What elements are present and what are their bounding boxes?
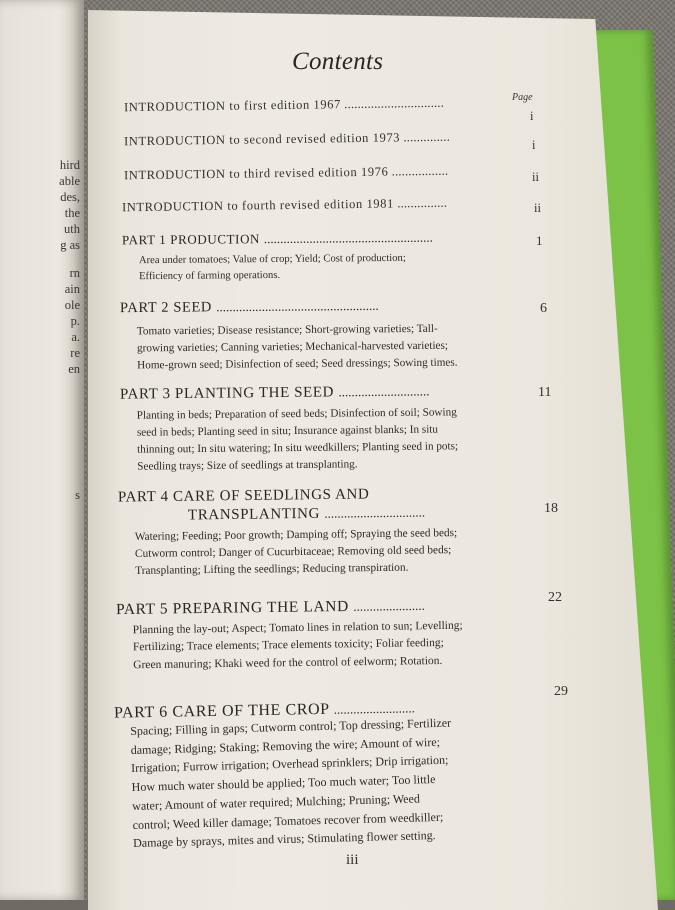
left-page-text: des,: [60, 190, 80, 204]
part-heading-continued: [188, 505, 425, 525]
description-line: damage; Ridging; Staking; Removing the wire; Amount of wire;: [130, 734, 441, 757]
leader-dots: ...............................: [324, 504, 426, 521]
part-page-number: 6: [540, 301, 547, 316]
leader-dots: .................: [391, 163, 449, 179]
description-line: control; Weed killer damage; Tomatoes recover from weedkiller;: [132, 809, 444, 832]
leader-dots: ............................: [338, 383, 430, 400]
left-page-text: the: [64, 206, 80, 220]
page-title: Contents: [292, 48, 384, 75]
description-line: Area under tomatoes; Value of crop; Yield; Cost of production;: [138, 252, 406, 267]
left-page-text: uth: [64, 222, 80, 236]
intro-page-number: i: [532, 138, 536, 152]
part-title-continued: TRANSPLANTING: [187, 505, 321, 524]
description-line: Tomato varieties; Disease resistance; Short-growing varieties; Tall-: [136, 322, 438, 338]
part-description: [135, 525, 458, 580]
part-title: PART 6 CARE OF THE CROP: [113, 700, 330, 722]
part-heading: [122, 230, 433, 249]
part-description: [130, 714, 454, 853]
leader-dots: ..............................: [344, 95, 445, 112]
part-title: PART 3 PLANTING THE SEED: [119, 384, 335, 403]
left-page-text: re: [70, 346, 80, 360]
intro-page-number: ii: [534, 201, 541, 215]
description-line: Spacing; Filling in gaps; Cutworm control; Top dressing; Fertilizer: [130, 715, 452, 738]
intro-label: INTRODUCTION to third revised edition 1976: [123, 164, 389, 183]
part-description: [139, 251, 406, 286]
footer-page-number: iii: [346, 852, 359, 868]
description-line: growing varieties; Canning varieties; Mechanical-harvested varieties;: [136, 339, 449, 355]
description-line: water; Amount of water required; Mulching; Pruning; Weed: [132, 791, 421, 813]
intro-page-number: i: [530, 109, 534, 123]
description-line: seed in beds; Planting seed in situ; Insurance against blanks; In situ: [136, 423, 439, 439]
description-line: Home-grown seed; Disinfection of seed; Seed dressings; Sowing times.: [137, 356, 458, 372]
part-heading: [120, 383, 430, 403]
part-page-number: 18: [544, 501, 558, 516]
description-line: Irrigation; Furrow irrigation; Overhead sprinklers; Drip irrigation;: [131, 753, 449, 776]
left-page-text: able: [59, 174, 80, 188]
intro-label: INTRODUCTION to fourth revised edition 1981: [121, 196, 395, 215]
intro-label: INTRODUCTION to second revised edition 1973: [123, 130, 401, 149]
part-page-number: 1: [536, 233, 543, 248]
part-heading: [118, 486, 370, 506]
part-description: [137, 321, 458, 375]
leader-dots: ..............: [403, 129, 451, 145]
left-page-text: en: [68, 362, 80, 376]
description-line: Fertilizing; Trace elements; Trace elements toxicity; Foliar feeding;: [132, 637, 444, 654]
description-line: Transplanting; Lifting the seedlings; Reducing transpiration.: [135, 561, 409, 578]
leader-dots: ......................: [353, 597, 425, 614]
part-page-number: 22: [548, 590, 562, 605]
intro-label: INTRODUCTION to first edition 1967: [123, 97, 342, 115]
left-page-text: p.: [70, 314, 80, 328]
description-line: Green manuring; Khaki weed for the control of eelworm; Rotation.: [133, 654, 443, 672]
description-line: How much water should be applied; Too much water; Too little: [131, 772, 436, 795]
leader-dots: .........................: [333, 700, 416, 717]
left-page-text: g as: [60, 238, 80, 252]
description-line: Watering; Feeding; Poor growth; Damping off; Spraying the seed beds;: [134, 527, 458, 543]
part-title: PART 2 SEED: [119, 299, 213, 317]
leader-dots: ....................................................: [263, 229, 433, 247]
left-page: [0, 0, 84, 900]
description-line: Damage by sprays, mites and virus; Stimulating flower setting.: [132, 828, 436, 851]
description-line: Efficiency of farming operations.: [139, 270, 281, 283]
part-title: PART 4 CARE OF SEEDLINGS AND: [117, 486, 370, 506]
left-page-text: a.: [71, 330, 80, 344]
part-title: PART 1 PRODUCTION: [121, 231, 261, 248]
description-line: Seedling trays; Size of seedlings at transplanting.: [137, 458, 358, 473]
left-page-text: ole: [64, 298, 80, 312]
leader-dots: ...............: [397, 195, 448, 211]
part-title: PART 5 PREPARING THE LAND: [115, 597, 349, 619]
description-line: Planting in beds; Preparation of seed beds; Disinfection of soil; Sowing: [136, 406, 457, 422]
part-page-number: 29: [554, 684, 568, 699]
part-heading: [120, 298, 379, 317]
left-page-text: ain: [64, 282, 80, 296]
description-line: Planning the lay-out; Aspect; Tomato lines in relation to sun; Levelling;: [132, 619, 463, 637]
description-line: Cutworm control; Danger of Cucurbitaceae; Removing old seed beds;: [134, 544, 452, 561]
part-description: [137, 404, 459, 475]
leader-dots: ..................................................: [216, 297, 379, 315]
description-line: thinning out; In situ watering; In situ weedkillers; Planting seed in pots;: [137, 440, 459, 456]
part-page-number: 11: [538, 385, 552, 400]
left-page-text: rn: [69, 266, 80, 280]
left-page-text: hird: [59, 158, 80, 172]
page-column-label: Page: [512, 92, 533, 103]
left-page-text: s: [75, 488, 80, 502]
part-description: [133, 618, 464, 675]
intro-page-number: ii: [532, 170, 539, 184]
